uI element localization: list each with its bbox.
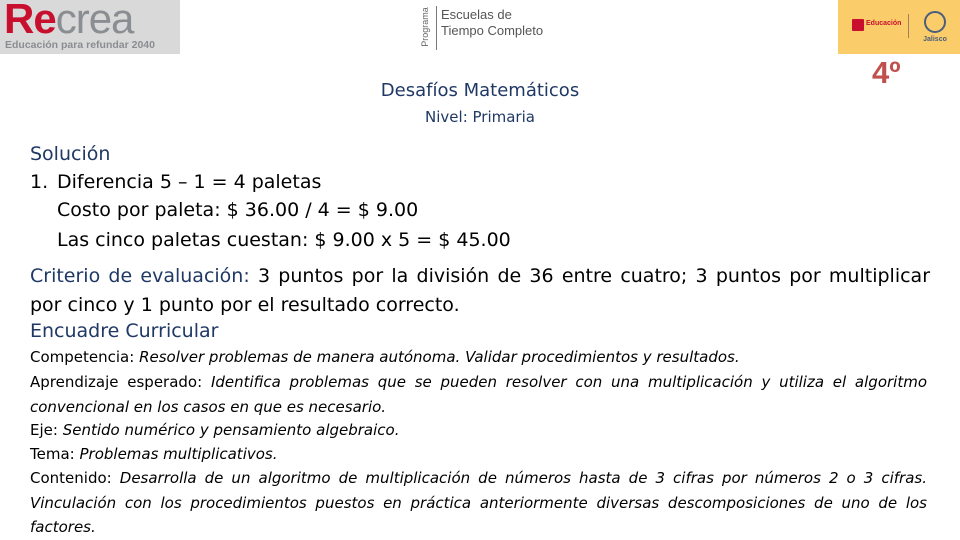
recrea-tagline: Educación para refundar 2040 — [5, 39, 155, 51]
solucion-line-1-text: Diferencia 5 – 1 = 4 paletas — [57, 171, 322, 193]
etc-divider — [436, 6, 437, 50]
criterio-evaluacion — [30, 262, 930, 320]
solucion-heading: Solución — [30, 143, 111, 165]
aprendizaje-row — [30, 370, 927, 419]
eje-text: Sentido numérico y pensamiento algebraico. — [62, 421, 400, 439]
criterio-text: 3 puntos por la división de 36 entre cuatro; 3 puntos por multiplicar por cinco y 1 punto por el resultado correcto. — [30, 265, 930, 316]
jalisco-seal-label: Jalisco — [923, 36, 947, 43]
competencia-row — [30, 345, 927, 370]
tema-row — [30, 442, 927, 467]
recrea-logo-crea: crea — [55, 0, 134, 42]
solucion-item-number: 1. — [30, 171, 49, 193]
competencia-text: Resolver problemas de manera autónoma. Validar procedimientos y resultados. — [139, 348, 740, 366]
encuadre-heading: Encuadre Curricular — [30, 320, 219, 342]
jalisco-educacion-label: Educación — [866, 20, 902, 27]
jalisco-educacion-logo — [838, 0, 960, 54]
recrea-logo-re: Re — [4, 0, 56, 42]
etc-line1: Escuelas de — [441, 7, 512, 22]
criterio-label: Criterio de evaluación: — [30, 265, 250, 287]
contenido-text: Desarrolla de un algoritmo de multiplicación de números hasta de 3 cifras por números 2 o 3 cifras. Vinculación con los procedimientos puestos en práctica anteriormente diversas descomposiciones de uno de los factores. — [30, 469, 927, 536]
jalisco-seal-icon — [918, 9, 952, 49]
contenido-label: Contenido: — [30, 469, 112, 487]
eje-row — [30, 418, 927, 443]
tema-text: Problemas multiplicativos. — [79, 445, 278, 463]
contenido-row — [30, 466, 927, 540]
solucion-line-2: Costo por paleta: $ 36.00 / 4 = $ 9.00 — [57, 199, 419, 221]
eje-label: Eje: — [30, 421, 58, 439]
etc-line2: Tiempo Completo — [441, 23, 544, 38]
recrea-logo — [0, 0, 180, 54]
escuelas-tiempo-completo-logo — [419, 2, 544, 52]
grade-label: 4º — [872, 55, 901, 90]
solucion-line-1 — [30, 170, 321, 194]
solucion-line-3: Las cinco paletas cuestan: $ 9.00 x 5 = $ 45.00 — [57, 229, 511, 251]
page-title: Desafíos Matemáticos — [380, 80, 580, 101]
nivel-label: Nivel: Primaria — [425, 108, 535, 126]
book-icon — [852, 19, 864, 31]
jalisco-divider — [908, 14, 909, 38]
competencia-label: Competencia: — [30, 348, 135, 366]
etc-programa-label: Programa — [419, 7, 430, 47]
tema-label: Tema: — [30, 445, 75, 463]
aprendizaje-text: Identifica problemas que se pueden resolver con una multiplicación y utiliza el algoritmo convencional en los casos en que es necesario. — [30, 373, 927, 416]
aprendizaje-label: Aprendizaje esperado: — [30, 373, 203, 391]
